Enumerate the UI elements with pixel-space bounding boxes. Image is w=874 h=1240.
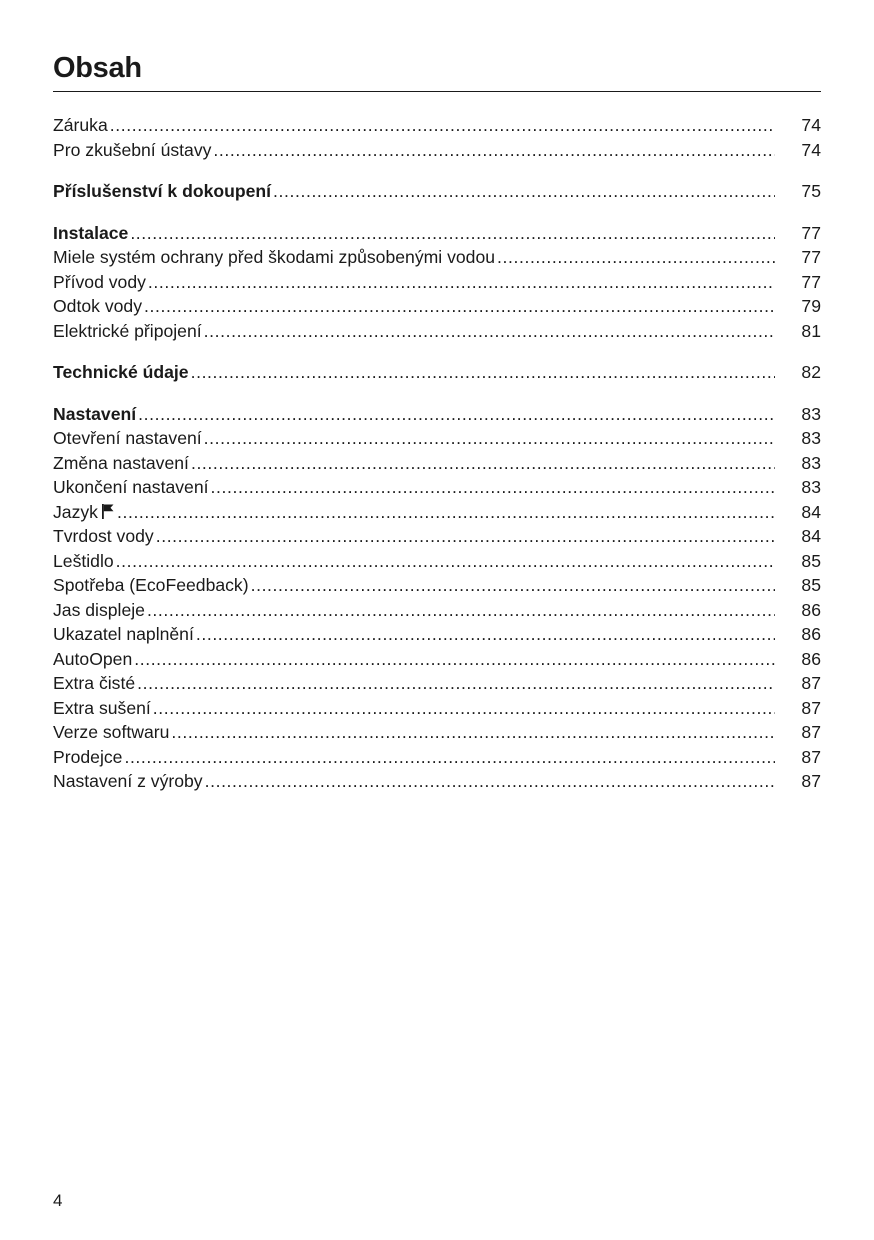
toc-entry-nastaveni[interactable] bbox=[53, 402, 821, 427]
dot-leader bbox=[211, 475, 775, 500]
toc-entry-label: Odtok vody bbox=[53, 296, 142, 316]
toc-entry-label: Jazyk bbox=[53, 501, 98, 522]
dot-leader bbox=[117, 500, 775, 525]
toc-entry-ukonceni-nastaveni[interactable] bbox=[53, 475, 821, 500]
dot-leader bbox=[110, 113, 775, 138]
dot-leader bbox=[116, 549, 775, 574]
toc-entry-prislusenstvi[interactable] bbox=[53, 179, 821, 204]
toc-entry-page: 77 bbox=[801, 222, 821, 243]
toc-entry-page: 87 bbox=[801, 771, 821, 791]
toc-entry-label: Leštidlo bbox=[53, 550, 114, 571]
dot-leader bbox=[134, 647, 775, 672]
toc-entry-nastaveni-z-vyroby[interactable] bbox=[53, 769, 821, 794]
toc-group-installation bbox=[53, 221, 821, 344]
toc-entry-label: Přívod vody bbox=[53, 271, 146, 292]
toc-entry-label: Záruka bbox=[53, 115, 108, 135]
dot-leader bbox=[251, 573, 775, 598]
dot-leader bbox=[144, 294, 775, 319]
toc-entry-jazyk[interactable] bbox=[53, 500, 821, 525]
toc-entry-label: Jas displeje bbox=[53, 599, 145, 620]
toc-entry-page: 84 bbox=[801, 526, 821, 546]
dot-leader bbox=[191, 360, 775, 385]
toc-entry-extra-suseni[interactable] bbox=[53, 696, 821, 721]
toc-entry-page: 74 bbox=[801, 115, 821, 135]
dot-leader bbox=[130, 221, 775, 246]
toc-entry-label: Miele systém ochrany před škodami způsobenými vodou bbox=[53, 247, 496, 267]
toc-entry-page: 87 bbox=[801, 673, 821, 693]
dot-leader bbox=[171, 720, 775, 745]
dot-leader bbox=[138, 402, 775, 427]
toc-entry-elektricke-pripojeni[interactable] bbox=[53, 319, 821, 344]
toc-entry-label: Otevření nastavení bbox=[53, 428, 202, 448]
toc-entry-prodejce[interactable] bbox=[53, 745, 821, 770]
toc-entry-label-wrap bbox=[53, 500, 115, 525]
toc-entry-page: 83 bbox=[801, 403, 821, 424]
dot-leader bbox=[147, 598, 775, 623]
toc-entry-label: Extra sušení bbox=[53, 697, 151, 718]
toc-entry-pro-zkusebni-ustavy[interactable] bbox=[53, 138, 821, 163]
toc-entry-technicke-udaje[interactable] bbox=[53, 360, 821, 385]
toc-entry-page: 86 bbox=[801, 624, 821, 644]
toc-entry-label: Ukončení nastavení bbox=[53, 477, 209, 497]
toc-group-warranty bbox=[53, 113, 821, 162]
toc-entry-page: 87 bbox=[801, 697, 821, 718]
toc-entry-spotreba[interactable] bbox=[53, 573, 821, 598]
toc-entry-page: 83 bbox=[801, 477, 821, 497]
toc-entry-label: Ukazatel naplnění bbox=[53, 624, 194, 644]
dot-leader bbox=[497, 245, 775, 270]
toc-entry-autoopen[interactable] bbox=[53, 647, 821, 672]
toc-entry-otevreni-nastaveni[interactable] bbox=[53, 426, 821, 451]
toc-entry-page: 83 bbox=[801, 452, 821, 473]
dot-leader bbox=[273, 179, 775, 204]
toc-entry-page: 84 bbox=[801, 501, 821, 522]
toc-entry-page: 77 bbox=[801, 247, 821, 267]
title-divider bbox=[53, 91, 821, 92]
toc-entry-instalace[interactable] bbox=[53, 221, 821, 246]
toc-entry-label: Instalace bbox=[53, 222, 129, 243]
toc-entry-label: Verze softwaru bbox=[53, 722, 170, 742]
toc-entry-page: 83 bbox=[801, 428, 821, 448]
page-number: 4 bbox=[53, 1191, 63, 1210]
flag-icon bbox=[101, 503, 115, 519]
toc-entry-page: 86 bbox=[801, 648, 821, 669]
dot-leader bbox=[196, 622, 775, 647]
toc-entry-page: 86 bbox=[801, 599, 821, 620]
toc-entry-page: 79 bbox=[801, 296, 821, 316]
toc-entry-odtok-vody[interactable] bbox=[53, 294, 821, 319]
toc-entry-lestidlo[interactable] bbox=[53, 549, 821, 574]
dot-leader bbox=[148, 270, 775, 295]
table-of-contents bbox=[53, 113, 821, 811]
toc-entry-extra-ciste[interactable] bbox=[53, 671, 821, 696]
toc-entry-verze-softwaru[interactable] bbox=[53, 720, 821, 745]
toc-group-accessories bbox=[53, 179, 821, 204]
toc-entry-page: 87 bbox=[801, 722, 821, 742]
toc-group-technical bbox=[53, 360, 821, 385]
toc-entry-label: Nastavení bbox=[53, 403, 137, 424]
dot-leader bbox=[205, 769, 775, 794]
toc-entry-label: Elektrické připojení bbox=[53, 320, 202, 341]
toc-entry-label: Extra čisté bbox=[53, 673, 136, 693]
toc-entry-tvrdost-vody[interactable] bbox=[53, 524, 821, 549]
toc-entry-zmena-nastaveni[interactable] bbox=[53, 451, 821, 476]
toc-entry-label: Spotřeba (EcoFeedback) bbox=[53, 575, 249, 595]
toc-entry-jas-displeje[interactable] bbox=[53, 598, 821, 623]
toc-entry-label: Pro zkušební ústavy bbox=[53, 139, 212, 160]
toc-entry-label: AutoOpen bbox=[53, 648, 133, 669]
toc-entry-label: Tvrdost vody bbox=[53, 526, 154, 546]
toc-entry-page: 82 bbox=[801, 362, 821, 382]
dot-leader bbox=[137, 671, 775, 696]
dot-leader bbox=[124, 745, 775, 770]
toc-entry-privod-vody[interactable] bbox=[53, 270, 821, 295]
dot-leader bbox=[156, 524, 775, 549]
toc-entry-page: 77 bbox=[801, 271, 821, 292]
dot-leader bbox=[153, 696, 775, 721]
toc-entry-miele-ochrana[interactable] bbox=[53, 245, 821, 270]
toc-entry-label: Změna nastavení bbox=[53, 452, 189, 473]
toc-entry-page: 81 bbox=[801, 320, 821, 341]
dot-leader bbox=[191, 451, 775, 476]
toc-entry-page: 87 bbox=[801, 746, 821, 767]
toc-entry-label: Technické údaje bbox=[53, 362, 189, 382]
toc-entry-page: 85 bbox=[801, 550, 821, 571]
toc-group-settings bbox=[53, 402, 821, 794]
dot-leader bbox=[213, 138, 775, 163]
dot-leader bbox=[204, 426, 775, 451]
toc-entry-label: Příslušenství k dokoupení bbox=[53, 181, 272, 201]
page-title: Obsah bbox=[53, 52, 142, 84]
toc-entry-page: 75 bbox=[801, 181, 821, 201]
toc-entry-ukazatel-naplneni[interactable] bbox=[53, 622, 821, 647]
toc-entry-label: Nastavení z výroby bbox=[53, 771, 203, 791]
toc-entry-page: 85 bbox=[801, 575, 821, 595]
dot-leader bbox=[204, 319, 775, 344]
toc-entry-label: Prodejce bbox=[53, 746, 123, 767]
toc-entry-zaruka[interactable] bbox=[53, 113, 821, 138]
toc-entry-page: 74 bbox=[801, 139, 821, 160]
